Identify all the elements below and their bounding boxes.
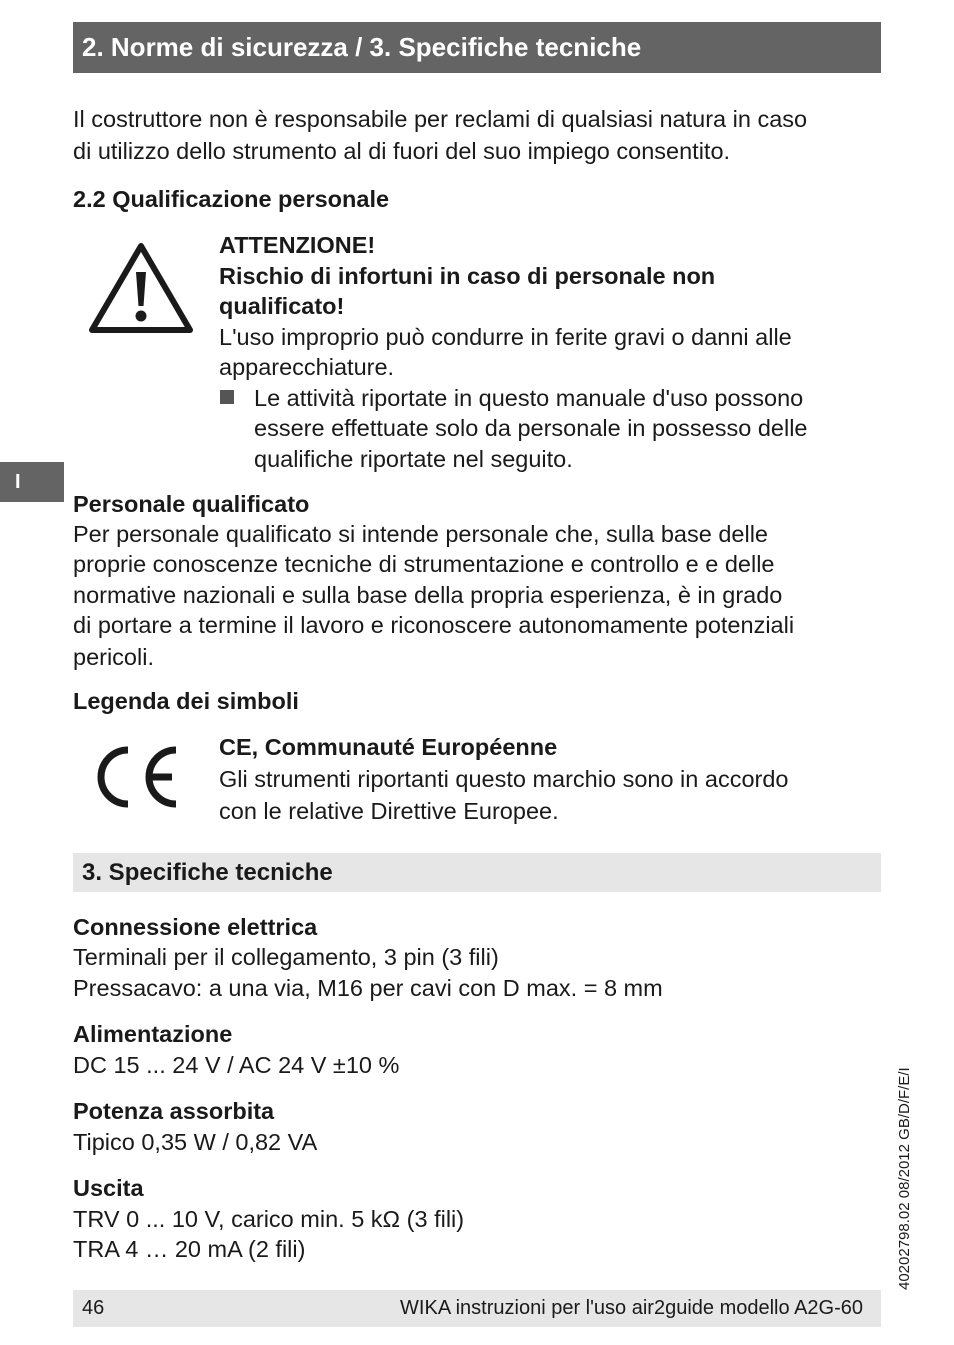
document-code: 40202798.02 08/2012 GB/D/F/E/I xyxy=(896,1067,913,1290)
power-heading: Alimentazione xyxy=(73,1021,233,1047)
warning-bullet-line-3: qualifiche riportate nel seguito. xyxy=(254,446,573,472)
output-heading: Uscita xyxy=(73,1175,144,1201)
intro-line-1: Il costruttore non è responsabile per reclami di qualsiasi natura in caso xyxy=(73,106,808,132)
warning-bullet-line-1: Le attività riportate in questo manuale d'uso possono xyxy=(254,385,804,411)
power-line-1: DC 15 ... 24 V / AC 24 V ±10 % xyxy=(73,1052,400,1078)
connection-line-2: Pressacavo: a una via, M16 per cavi con D max. = 8 mm xyxy=(73,975,663,1001)
page-number: 46 xyxy=(82,1297,105,1319)
warning-triangle-icon xyxy=(86,240,196,336)
section-3-heading: 3. Specifiche tecniche xyxy=(73,853,881,892)
page-footer xyxy=(73,1290,881,1327)
page-header-title: 2. Norme di sicurezza / 3. Specifiche tecniche xyxy=(73,22,881,73)
qualified-line-2: proprie conoscenze tecniche di strumentazione e controllo e e delle xyxy=(73,551,775,577)
qualified-line-3: normative nazionali e sulla base della propria esperienza, è in grado xyxy=(73,582,783,608)
connection-heading: Connessione elettrica xyxy=(73,914,318,940)
warning-body-line-2: apparecchiature. xyxy=(219,354,395,380)
footer-title: WIKA instruzioni per l'uso air2guide modello A2G-60 xyxy=(400,1297,863,1319)
warning-subtitle-line-1: Rischio di infortuni in caso di personale non xyxy=(219,263,716,289)
output-line-2: TRA 4 … 20 mA (2 fili) xyxy=(73,1236,306,1262)
bullet-square-icon xyxy=(220,390,234,404)
ce-line-1: Gli strumenti riportanti questo marchio sono in accordo xyxy=(219,766,789,792)
warning-title: ATTENZIONE! xyxy=(219,232,376,258)
qualified-line-4: di portare a termine il lavoro e riconoscere autonomamente potenziali xyxy=(73,612,795,638)
section-2-2-heading: 2.2 Qualificazione personale xyxy=(73,186,390,212)
language-tab: I xyxy=(0,462,64,502)
consumption-line-1: Tipico 0,35 W / 0,82 VA xyxy=(73,1129,318,1155)
qualified-line-1: Per personale qualificato si intende personale che, sulla base delle xyxy=(73,521,769,547)
connection-line-1: Terminali per il collegamento, 3 pin (3 fili) xyxy=(73,944,499,970)
legend-heading: Legenda dei simboli xyxy=(73,688,299,714)
ce-title: CE, Communauté Européenne xyxy=(219,734,558,760)
warning-bullet-line-2: essere effettuate solo da personale in possesso delle xyxy=(254,415,808,441)
ce-line-2: con le relative Direttive Europee. xyxy=(219,798,559,824)
intro-line-2: di utilizzo dello strumento al di fuori del suo impiego consentito. xyxy=(73,138,731,164)
warning-body-line-1: L'uso improprio può condurre in ferite gravi o danni alle xyxy=(219,324,792,350)
consumption-heading: Potenza assorbita xyxy=(73,1098,275,1124)
warning-subtitle-line-2: qualificato! xyxy=(219,293,345,319)
output-line-1: TRV 0 ... 10 V, carico min. 5 kΩ (3 fili) xyxy=(73,1206,465,1232)
ce-mark-icon xyxy=(92,742,184,812)
qualified-line-5: pericoli. xyxy=(73,644,154,670)
qualified-heading: Personale qualificato xyxy=(73,491,310,517)
